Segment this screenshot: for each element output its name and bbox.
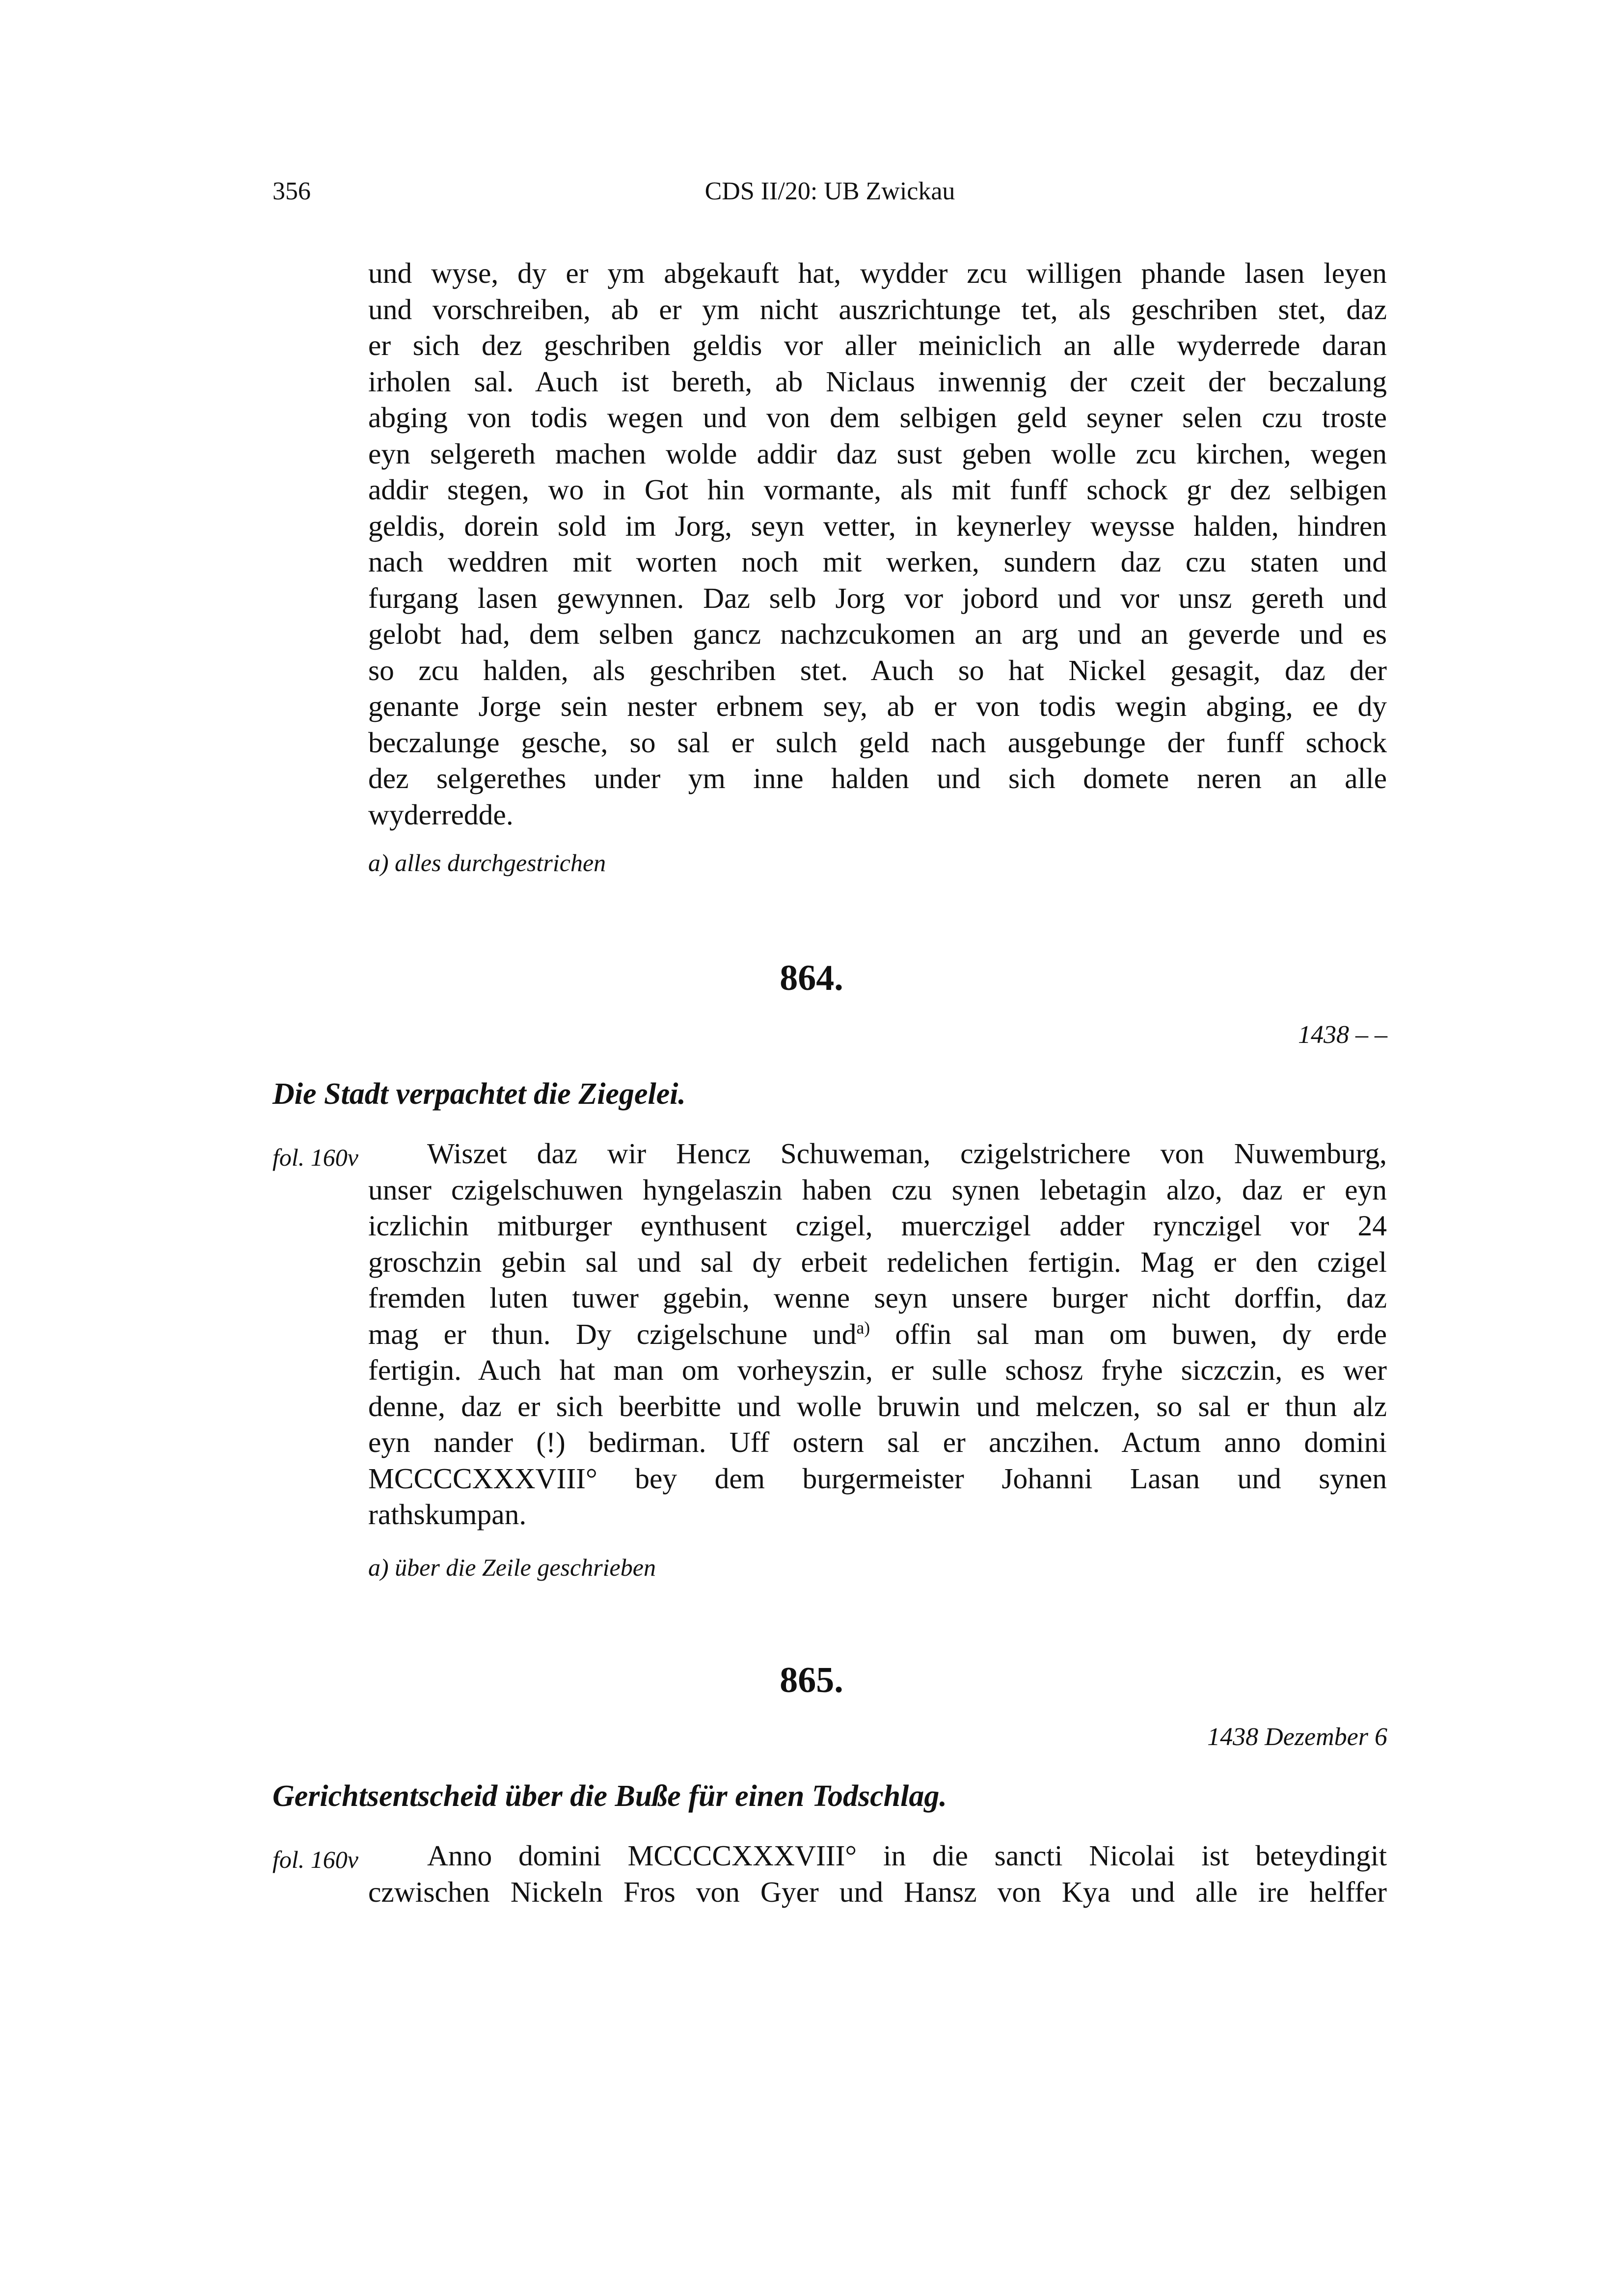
text-line: iczlichin mitburger eynthusent czigel, muerczigel adder rynczigel vor 24 bbox=[368, 1209, 1387, 1242]
page-number: 356 bbox=[272, 177, 311, 205]
text-line: fertigin. Auch hat man om vorheyszin, er sulle schosz fryhe siczczin, es wer bbox=[368, 1354, 1387, 1386]
running-title: CDS II/20: UB Zwickau bbox=[704, 177, 955, 205]
text-line: gelobt had, dem selben gancz nachzcukomen an arg und an geverde und es bbox=[368, 618, 1387, 650]
text-line: und vorschreiben, ab er ym nicht auszrichtunge tet, als geschriben stet, daz bbox=[368, 293, 1387, 326]
text-line: genante Jorge sein nester erbnem sey, ab er von todis wegin abging, ee dy bbox=[368, 690, 1387, 722]
text-line: addir stegen, wo in Got hin vormante, als mit funff schock gr dez selbigen bbox=[368, 473, 1387, 506]
text-line: groschzin gebin sal und sal dy erbeit redelichen fertigin. Mag er den czigel bbox=[368, 1245, 1387, 1278]
text-line-with-note bbox=[368, 1316, 1387, 1353]
text-line: abging von todis wegen und von dem selbigen geld seyner selen czu troste bbox=[368, 401, 1387, 434]
entry-number: 864. bbox=[780, 958, 843, 998]
entry-date: 1438 – – bbox=[1298, 1021, 1387, 1049]
text-line: Wiszet daz wir Hencz Schuweman, czigelstrichere von Nuwemburg, bbox=[427, 1137, 1387, 1170]
footnote: a) über die Zeile geschrieben bbox=[368, 1554, 656, 1581]
folio-reference: fol. 160v bbox=[272, 1144, 358, 1171]
text-line: czwischen Nickeln Fros von Gyer und Hansz von Kya und alle ire helffer bbox=[368, 1875, 1387, 1908]
text-line: und wyse, dy er ym abgekauft hat, wydder zcu willigen phande lasen leyen bbox=[368, 257, 1387, 289]
footnote: a) alles durchgestrichen bbox=[368, 849, 606, 876]
entry-text bbox=[368, 1136, 1387, 1533]
entry-regest: Gerichtsentscheid über die Buße für einen Todschlag. bbox=[272, 1779, 947, 1813]
text-line: dez selgerethes under ym inne halden und sich domete neren an alle bbox=[368, 762, 1387, 794]
entry-date: 1438 Dezember 6 bbox=[1207, 1723, 1387, 1751]
text-line: geldis, dorein sold im Jorg, seyn vetter, in keynerley weysse halden, hindren bbox=[368, 509, 1387, 542]
text-line: MCCCCXXXVIII° bey dem burgermeister Johanni Lasan und synen bbox=[368, 1462, 1387, 1495]
text-segment: mag er thun. Dy czigelschune und bbox=[368, 1317, 857, 1350]
text-line: Anno domini MCCCCXXXVIII° in die sancti Nicolai ist beteydingit bbox=[427, 1839, 1387, 1872]
text-line: furgang lasen gewynnen. Daz selb Jorg vor jobord und vor unsz gereth und bbox=[368, 581, 1387, 614]
folio-reference: fol. 160v bbox=[272, 1846, 358, 1873]
text-line: fremden luten tuwer ggebin, wenne seyn unsere burger nicht dorffin, daz bbox=[368, 1282, 1387, 1314]
footnote-marker: a) bbox=[856, 1317, 870, 1338]
running-head bbox=[272, 177, 1387, 216]
entry-number: 865. bbox=[780, 1660, 843, 1700]
text-line: eyn nander (!) bedirman. Uff ostern sal er anczihen. Actum anno domini bbox=[368, 1426, 1387, 1458]
text-line: unser czigelschuwen hyngelaszin haben czu synen lebetagin alzo, daz er eyn bbox=[368, 1173, 1387, 1206]
entry-regest: Die Stadt verpachtet die Ziegelei. bbox=[272, 1077, 686, 1111]
continuation-paragraph bbox=[368, 255, 1387, 833]
text-line: beczalunge gesche, so sal er sulch geld nach ausgebunge der funff schock bbox=[368, 726, 1387, 759]
text-line: irholen sal. Auch ist bereth, ab Niclaus inwennig der czeit der beczalung bbox=[368, 365, 1387, 398]
text-line: nach weddren mit worten noch mit werken, sundern daz czu staten und bbox=[368, 546, 1387, 578]
text-line: denne, daz er sich beerbitte und wolle bruwin und melczen, so sal er thun alz bbox=[368, 1390, 1387, 1422]
text-line: wyderredde. bbox=[368, 798, 514, 831]
text-line: rathskumpan. bbox=[368, 1498, 527, 1531]
text-segment: offin sal man om buwen, dy erde bbox=[870, 1317, 1387, 1350]
text-line: so zcu halden, als geschriben stet. Auch so hat Nickel gesagit, daz der bbox=[368, 654, 1387, 686]
text-line: er sich dez geschriben geldis vor aller meiniclich an alle wyderrede daran bbox=[368, 329, 1387, 361]
text-line: eyn selgereth machen wolde addir daz sust geben wolle zcu kirchen, wegen bbox=[368, 437, 1387, 470]
entry-text bbox=[368, 1838, 1387, 1910]
